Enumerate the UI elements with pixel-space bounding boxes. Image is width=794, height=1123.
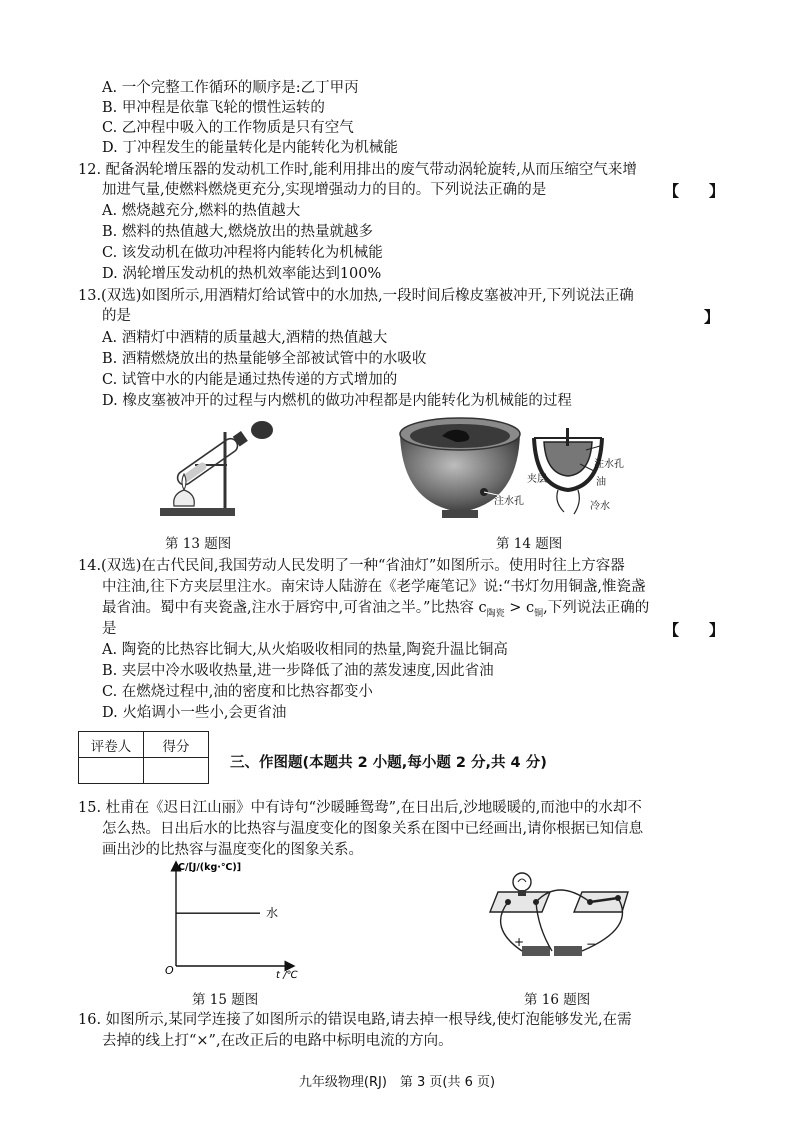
q13-option-d: D. 橡皮塞被冲开的过程与内燃机的做功冲程都是内能转化为机械能的过程 bbox=[102, 393, 572, 409]
diagram-label-cold-water: 冷水 bbox=[590, 501, 610, 512]
score-table-grader-cell[interactable] bbox=[79, 758, 144, 784]
q16-stem-line2: 去掉的线上打“×”,在改正后的电路中标明电流的方向。 bbox=[102, 1033, 453, 1049]
y-axis-label: C/[J/(kg·℃)] bbox=[178, 862, 242, 873]
figure-16-circuit bbox=[478, 868, 638, 968]
battery-1 bbox=[522, 946, 550, 956]
q15-stem-line1: 15. 杜甫在《迟日江山丽》中有诗句“沙暖睡鸳鸯”,在日出后,沙地暖暖的,而池中的水却不 bbox=[78, 800, 642, 816]
battery-2 bbox=[554, 946, 582, 956]
q14-option-a: A. 陶瓷的比热容比铜大,从火焰吸收相同的热量,陶瓷升温比铜高 bbox=[102, 642, 508, 658]
diagram-label-interlayer: 夹层 bbox=[527, 474, 547, 485]
q13-answer-bracket: 】 bbox=[704, 308, 720, 326]
q13-stem-line1: 13.(双选)如图所示,用酒精灯给试管中的水加热,一段时间后橡皮塞被冲开,下列说法正确 bbox=[78, 288, 634, 304]
diagram-label-fill-hole: 注水孔 bbox=[594, 459, 624, 470]
q14-stem-line2: 中注油,往下方夹层里注水。南宋诗人陆游在《老学庵笔记》说:“书灯勿用铜盏,惟瓷盏 bbox=[102, 579, 646, 595]
q14-answer-bracket: 【 】 bbox=[664, 621, 725, 639]
figure-14-caption: 第 14 题图 bbox=[496, 536, 563, 552]
q12-option-c: C. 该发动机在做功冲程将内能转化为机械能 bbox=[102, 245, 383, 261]
figure-13-caption: 第 13 题图 bbox=[165, 536, 232, 552]
page-footer: 九年级物理(RJ) 第 3 页(共 6 页) bbox=[298, 1075, 496, 1090]
photo-label-fill-hole: 注水孔 bbox=[494, 496, 524, 507]
q14-stem-line4: 是 bbox=[102, 621, 117, 637]
q11-option-d: D. 丁冲程发生的能量转化是内能转化为机械能 bbox=[102, 140, 398, 156]
score-table-score-header: 得分 bbox=[144, 732, 209, 758]
q13-stem-line2: 的是 bbox=[102, 308, 131, 324]
q13-option-c: C. 试管中水的内能是通过热传递的方式增加的 bbox=[102, 372, 398, 388]
score-table-grader-header: 评卷人 bbox=[79, 732, 144, 758]
light-bulb-icon bbox=[513, 873, 531, 891]
q15-stem-line3: 画出沙的比热容与温度变化的图象关系。 bbox=[102, 842, 363, 858]
q12-option-d: D. 涡轮增压发动机的热机效率能达到100% bbox=[102, 266, 382, 282]
q16-stem-line1: 16. 如图所示,某同学连接了如图所示的错误电路,请去掉一根导线,使灯泡能够发光,在需 bbox=[78, 1012, 632, 1028]
figure-13 bbox=[150, 410, 280, 528]
q11-option-a: A. 一个完整工作循环的顺序是:乙丁甲丙 bbox=[102, 80, 359, 96]
q14-option-d: D. 火焰调小一些小,会更省油 bbox=[102, 705, 287, 721]
figure-16-caption: 第 16 题图 bbox=[524, 992, 591, 1008]
figure-15-chart bbox=[160, 858, 320, 980]
stand-base bbox=[160, 508, 235, 516]
q12-option-b: B. 燃料的热值越大,燃烧放出的热量就越多 bbox=[102, 224, 373, 240]
flying-stopper bbox=[251, 421, 273, 439]
q15-stem-line2: 怎么热。日出后水的比热容与温度变化的图象关系在图中已经画出,请你根据已知信息 bbox=[102, 821, 644, 837]
q14-option-b: B. 夹层中冷水吸收热量,进一步降低了油的蒸发速度,因此省油 bbox=[102, 663, 494, 679]
q13-option-b: B. 酒精燃烧放出的热量能够全部被试管中的水吸收 bbox=[102, 351, 427, 367]
battery-plus-sign: + bbox=[514, 935, 525, 949]
x-axis-label: t /℃ bbox=[276, 970, 298, 980]
q11-option-b: B. 甲冲程是依靠飞轮的惯性运转的 bbox=[102, 100, 325, 116]
q12-answer-bracket: 【 】 bbox=[664, 182, 725, 200]
q14-stem-line3: 最省油。蜀中有夹瓷盏,注水于唇窍中,可省油之半。”比热容 $c_{陶瓷} > c_铜$,下列说法正确的 bbox=[102, 600, 650, 619]
q13-option-a: A. 酒精灯中酒精的质量越大,酒精的热值越大 bbox=[102, 330, 388, 346]
alcohol-lamp bbox=[174, 490, 195, 506]
score-table bbox=[78, 731, 209, 784]
oil-cup bbox=[544, 442, 592, 476]
q14-stem-line1: 14.(双选)在古代民间,我国劳动人民发明了一种“省油灯”如图所示。使用时往上方容器 bbox=[78, 558, 625, 574]
diagram-label-oil: 油 bbox=[596, 477, 606, 488]
q12-stem-line2: 加进气量,使燃料燃烧更充分,实现增强动力的目的。下列说法正确的是 bbox=[102, 182, 547, 198]
q12-option-a: A. 燃烧越充分,燃料的热值越大 bbox=[102, 203, 301, 219]
q11-option-c: C. 乙冲程中吸入的工作物质是只有空气 bbox=[102, 120, 354, 136]
origin-label: O bbox=[165, 964, 174, 977]
score-table-score-cell[interactable] bbox=[144, 758, 209, 784]
series-label-0: 水 bbox=[266, 906, 279, 921]
battery-minus-sign: − bbox=[586, 937, 597, 951]
q12-stem-line1: 12. 配备涡轮增压器的发动机工作时,能利用排出的废气带动涡轮旋转,从而压缩空气来增 bbox=[78, 162, 637, 178]
figure-15-caption: 第 15 题图 bbox=[192, 992, 259, 1008]
section-3-heading: 三、作图题(本题共 2 小题,每小题 2 分,共 4 分) bbox=[230, 755, 547, 771]
rubber-stopper bbox=[233, 431, 248, 447]
q14-option-c: C. 在燃烧过程中,油的密度和比热容都变小 bbox=[102, 684, 373, 700]
